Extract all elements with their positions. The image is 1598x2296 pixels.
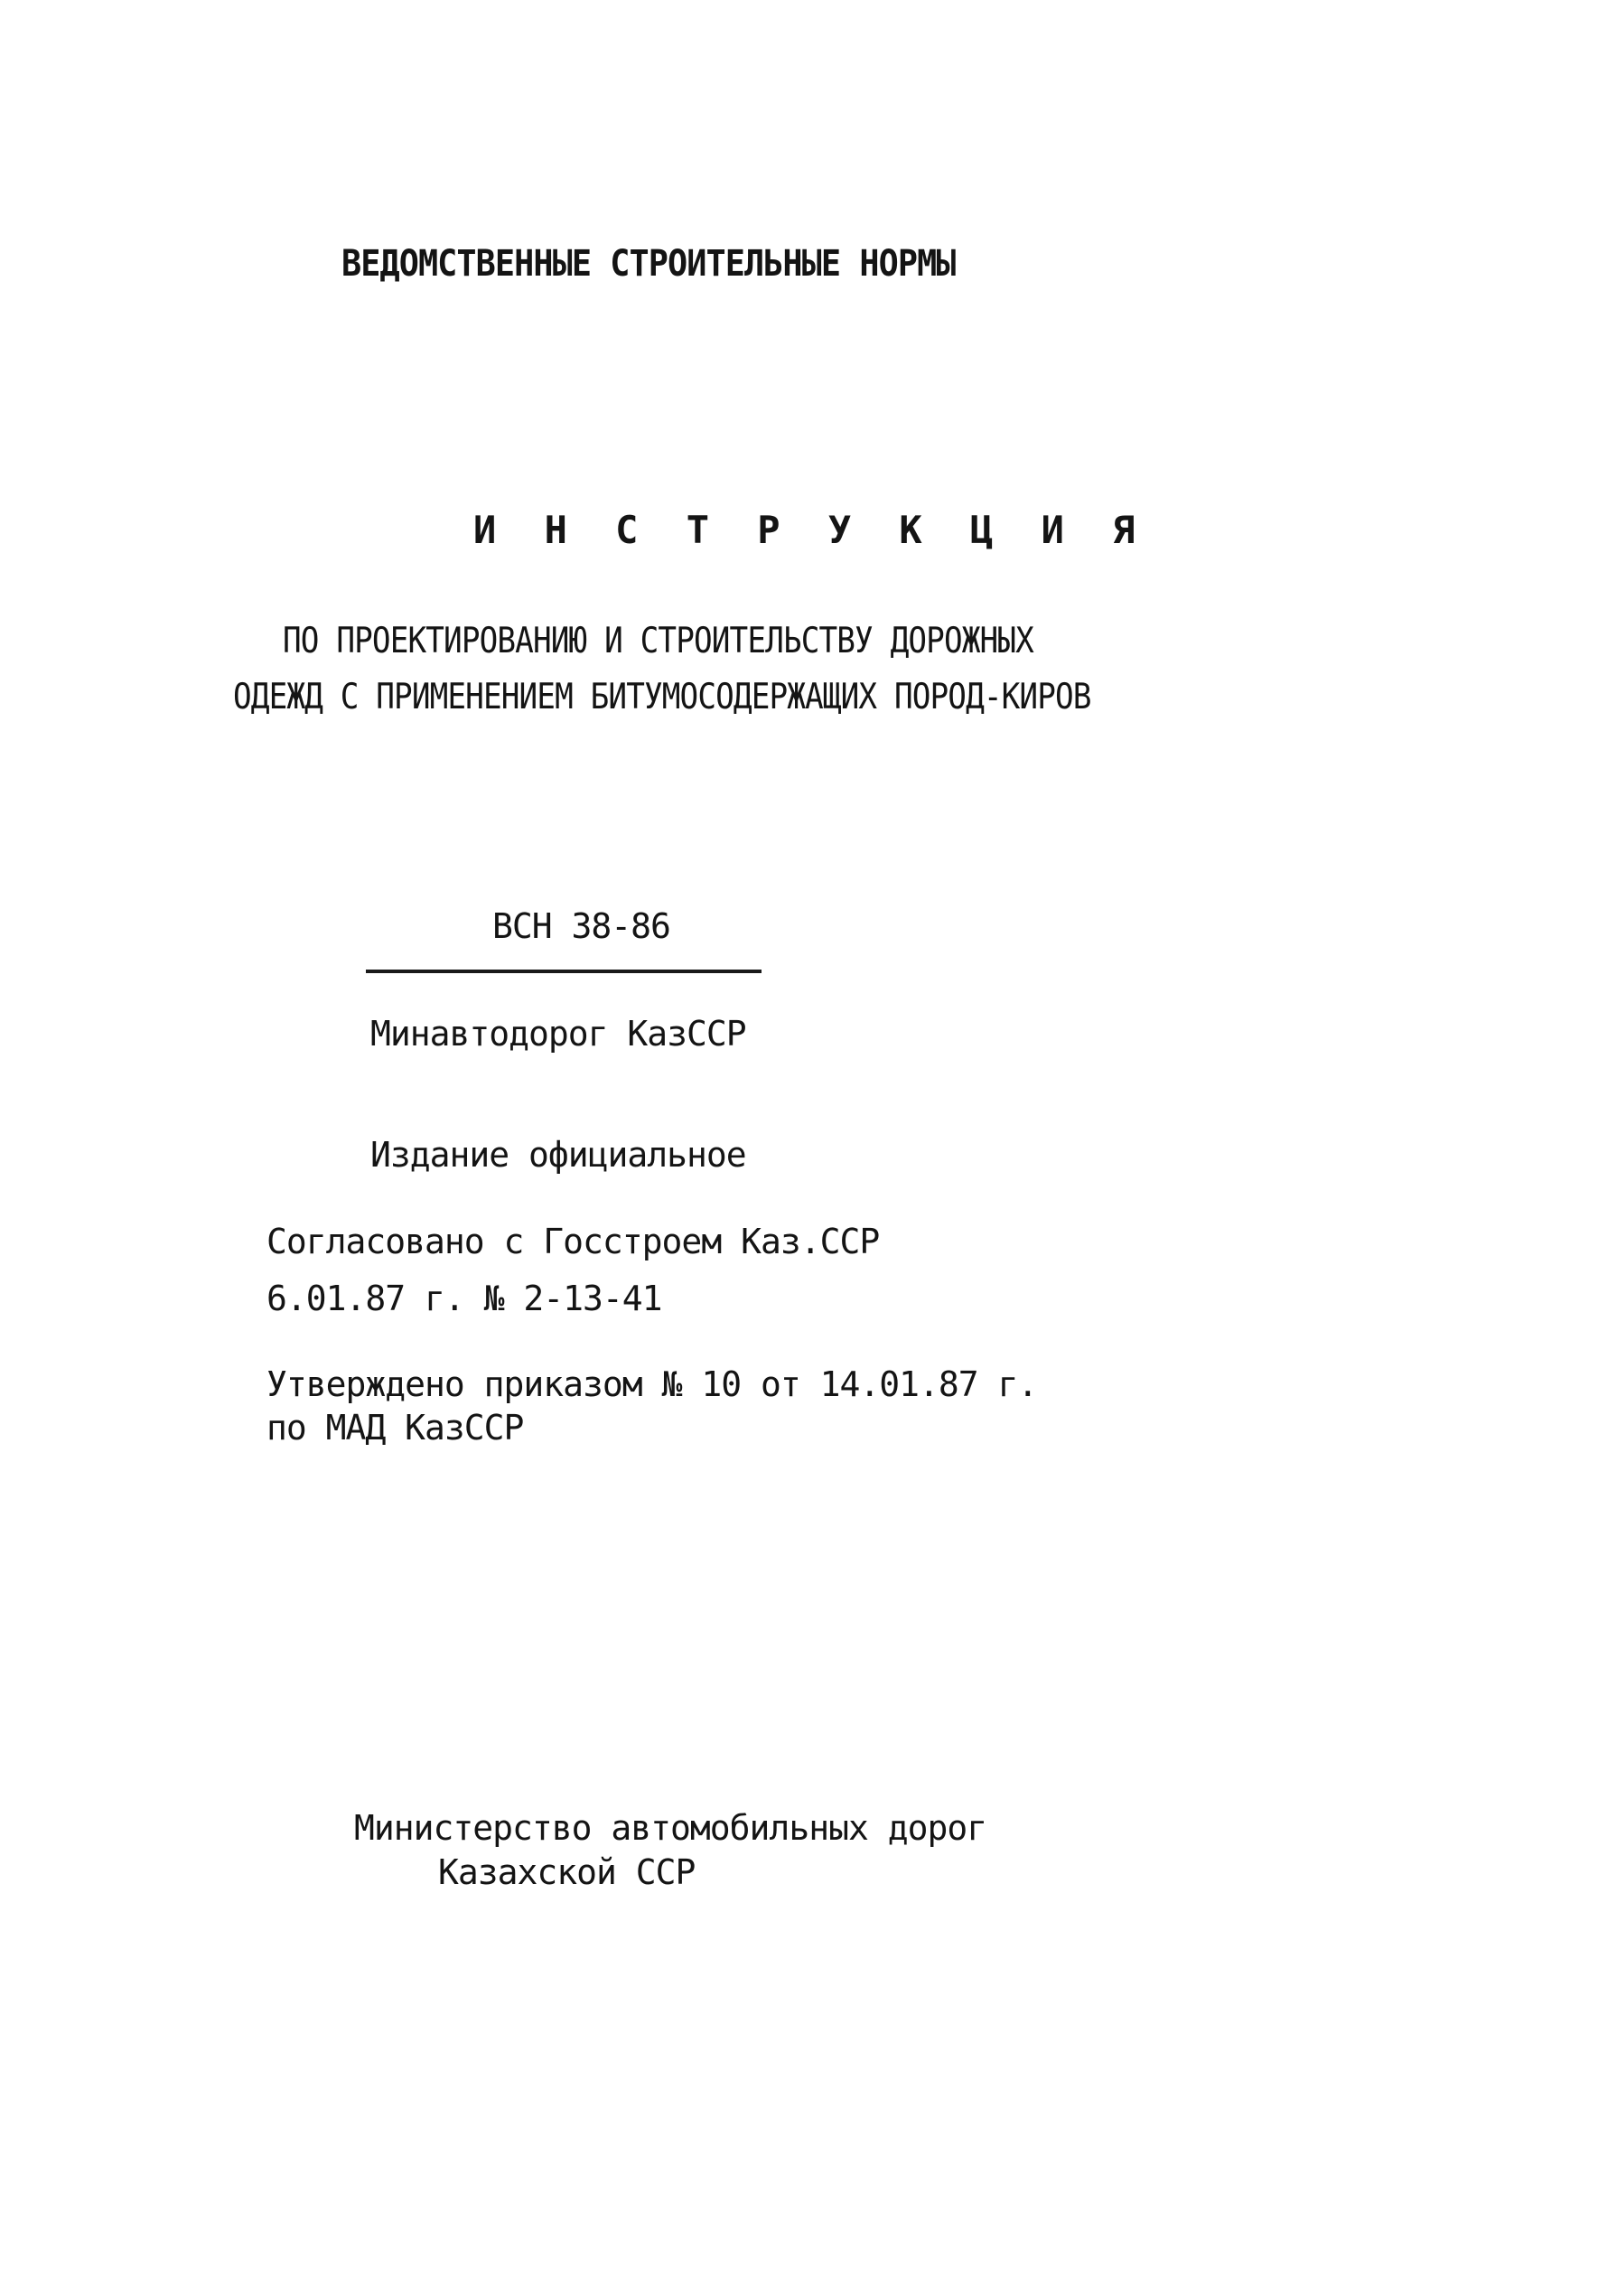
ministry-short-name: Минавтодорог КазССР [370,1014,746,1054]
document-title: И Н С Т Р У К Ц И Я [473,508,1148,552]
document-subtitle-line-2: ОДЕЖД С ПРИМЕНЕНИЕМ БИТУМОСОДЕРЖАЩИХ ПОРОД-КИРОВ [233,677,1091,717]
document-code: ВСН 38-86 [492,906,670,946]
approved-line-2: по МАД КазССР [266,1408,524,1448]
document-header: ВЕДОМСТВЕННЫЕ СТРОИТЕЛЬНЫЕ НОРМЫ [341,243,956,285]
approved-line-1: Утверждено приказом № 10 от 14.01.87 г. [266,1364,1038,1404]
code-underline-divider [366,970,762,973]
agreed-line-1: Согласовано с Госстроем Каз.ССР [266,1222,880,1261]
document-subtitle-line-1: ПО ПРОЕКТИРОВАНИЮ И СТРОИТЕЛЬСТВУ ДОРОЖНЫХ [283,621,1033,661]
edition-note: Издание официальное [370,1135,746,1175]
agreed-line-2: 6.01.87 г. № 2-13-41 [266,1279,662,1318]
footer-ministry-line-2: Казахской ССР [438,1852,696,1892]
footer-ministry-line-1: Министерство автомобильных дорог [354,1808,987,1848]
